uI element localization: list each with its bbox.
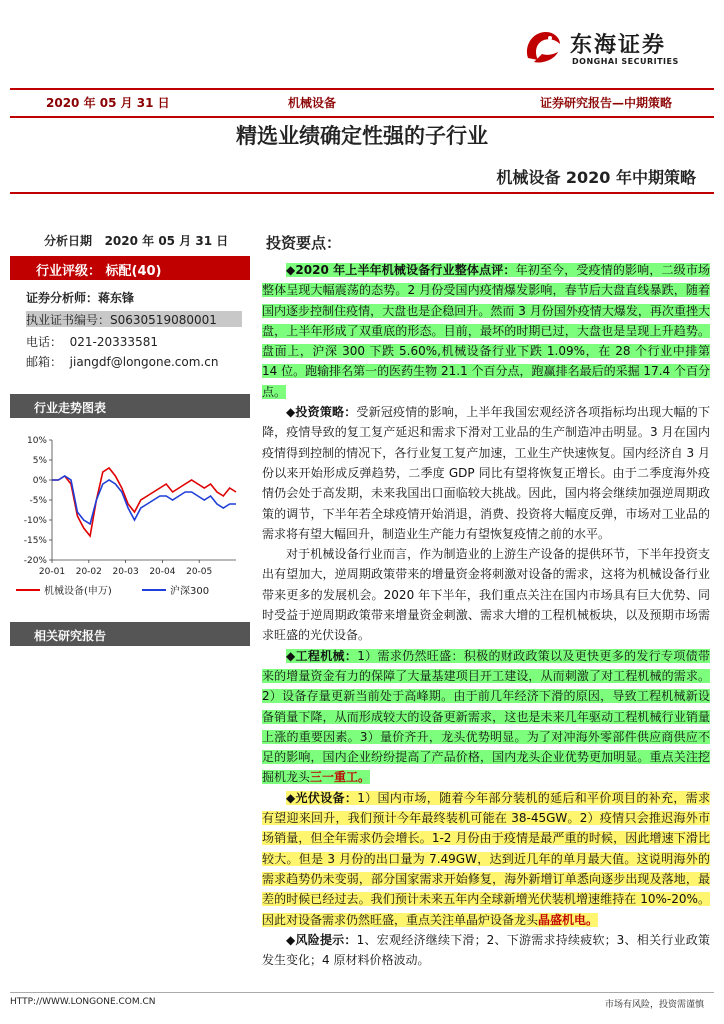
cert-label: 执业证书编号： (26, 313, 111, 327)
y-tick-label: 0% (32, 476, 47, 486)
title-divider (10, 192, 714, 194)
report-date: 2020 年 05 月 31 日 (46, 96, 170, 110)
strategy-text: 受新冠疫情的影响，上半年我国宏观经济各项指标均出现大幅的下降，疫情导致的复工复产延迟和需求下滑对工业品的生产制造冲击明显。3 月在国内疫情得到控制的情况下，各行业复工复产加速，工业生产快速恢复。国内经济自 3 月份以来开始形成反弹趋势，二季度 GDP 同比有望将恢复正增长。由于二季度海外疫情仍会处于高发期，未来我国出口面临较大挑战。因此，国内将会继续加强逆周期政策的调节，下半年若全球疫情开始消退，消费、投资将大幅度反弹，市场对工业品的需求将有望大幅回升，制造业生产能力有望恢复疫情之前的水平。 (262, 405, 710, 541)
y-tick-label: -15% (23, 536, 47, 546)
logo-english-text: DONGHAI SECURITIES (572, 57, 679, 66)
trend-chart-header (10, 394, 250, 418)
legend-label: 机械设备(申万) (44, 586, 112, 597)
risk-label: ◆风险提示： (286, 932, 357, 947)
industry-rating (10, 256, 250, 280)
summary-label: ◆2020 年上半年机械设备行业整体点评： (286, 263, 516, 277)
risk-paragraph (262, 930, 710, 971)
series-line (52, 468, 236, 536)
x-tick-label: 20-01 (38, 567, 66, 577)
strategy-paragraph (262, 402, 710, 544)
pv-text: 1）国内市场，随着今年部分装机的延后和平价项目的补充，需求有望迎来回升，我们预计今年最终装机可能在 38-45GW。2）疫情只会推迟海外市场销量，但全年需求仍会增长。1-2 月份由于疫情是最严重的时候，因此增速下滑比较大。但是 3 月份的出口量为 7.49GW，达到近几年的单月最大值。这说明海外的需求趋势仍未变弱，部分国家需求开始修复，海外新增订单悉向逐步出现及落地，最差的时候已经过去。我们预计未来五年内全球新增光伏装机增速维持在 10%-20%。因此对设备需求仍然旺盛，重点关注单晶炉设备龙头 (262, 790, 711, 927)
industry-name: 机械设备 (288, 96, 337, 110)
related-reports-title: 相关研究报告 (34, 629, 107, 643)
footer-disclaimer: 市场有风险，投资需谨慎 (604, 1000, 704, 1010)
analyst-label: 证券分析师： (26, 291, 99, 305)
email (26, 353, 218, 370)
pv-label: ◆光伏设备： (286, 790, 358, 805)
construction-paragraph (262, 646, 710, 788)
dragon-logo-icon (520, 24, 564, 68)
related-reports-header (10, 622, 250, 646)
strategy-label: ◆投资策略： (286, 405, 357, 420)
telephone (26, 333, 158, 350)
construction-text: 1）需求仍然旺盛：积极的财政政策以及更快更多的发行专项债带来的增量资金有力的保障了大量基建项目开工建设，从而刺激了对工程机械的需求。2）设备存量更新当前处于高峰期。由于前几年经济下滑的原因，导致工程机械新设备销量下降，从而形成较大的设备更新需求，这也是未来几年驱动工程机械行业销量上涨的重要因素。3）量价齐升，龙头优势明显。为了对冲海外零部件供应商供应不足的影响，国内企业纷纷提高了产品价格，国内龙头企业优势更加明显。重点关注挖掘机龙头 (262, 648, 711, 785)
y-tick-label: -5% (29, 496, 47, 506)
tel-value: 021-20333581 (69, 335, 158, 349)
y-tick-label: -20% (23, 556, 47, 566)
report-title: 精选业绩确定性强的子行业 (236, 124, 488, 148)
mail-label: 邮箱： (26, 355, 63, 369)
construction-pick: 三一重工。 (310, 770, 371, 785)
legend-label: 沪深300 (170, 586, 210, 597)
footer-divider (10, 992, 714, 993)
x-tick-label: 20-04 (149, 567, 176, 577)
mail-value[interactable]: jiangdf@longone.com.cn (69, 355, 219, 369)
header-band (10, 88, 714, 118)
y-tick-label: 5% (32, 456, 47, 466)
logo-chinese-text: 东海证券 (570, 33, 667, 58)
certificate (26, 311, 242, 327)
y-tick-label: 10% (26, 436, 47, 446)
trend-chart-title: 行业走势图表 (34, 401, 107, 415)
industry-rating-text: 行业评级： 标配(40) (36, 264, 162, 279)
risk-text: 1、宏观经济继续下滑；2、下游需求持续疲软；3、相关行业政策发生变化；4 原材料价格波动。 (262, 932, 710, 968)
cert-value: S0630519080001 (110, 313, 217, 327)
x-tick-label: 20-02 (75, 567, 102, 577)
key-points-body (262, 260, 710, 970)
summary-paragraph (262, 260, 710, 402)
report-type: 证券研究报告—中期策略 (540, 96, 673, 110)
analyst (26, 289, 134, 306)
machinery-text: 对于机械设备行业而言，作为制造业的上游生产设备的提供环节，下半年投资支出有望加大，逆周期政策带来的增量资金将刺激对设备的需求，这将为机械设备行业带来更多的发展机会。2020 年下半年，我们重点关注在国内市场具有巨大优势、同时受益于逆周期政策带来增量资金刺激、需求大增的工程机械板块，以及预期市场需求旺盛的光伏设备。 (262, 547, 710, 643)
analysis-date (44, 232, 228, 249)
series-line (52, 476, 236, 524)
pv-pick: 晶盛机电。 (538, 912, 599, 927)
machinery-paragraph (262, 544, 710, 645)
y-tick-label: -10% (23, 516, 47, 526)
tel-label: 电话： (26, 335, 63, 349)
company-logo (520, 24, 710, 74)
x-tick-label: 20-03 (112, 567, 139, 577)
analysis-date-label: 分析日期 (44, 234, 93, 248)
footer-url[interactable]: HTTP://WWW.LONGONE.COM.CN (10, 997, 156, 1007)
summary-text: 年初至今，受疫情的影响，二级市场整体呈现大幅震荡的态势。2 月份受国内疫情爆发影响，春节后大盘直线暴跌，随着国内逐步控制住疫情，大盘也是企稳回升。然而 3 月份国外疫情大爆发，再次重挫大盘，上半年形成了双重底的形态。目前，最坏的时期已过，大盘也是呈现上升趋势。盘面上，沪深 300 下跌 5.60%,机械设备行业下跌 1.09%，在 28 个行业中排第 14 位。跑输排名第一的医药生物 21.1 个百分点，跑赢排名最后的采掘 17.4 个百分点。 (262, 263, 710, 399)
key-points-heading: 投资要点： (266, 234, 342, 252)
analyst-name: 蒋东锋 (98, 291, 135, 305)
pv-paragraph (262, 788, 710, 930)
industry-trend-chart (10, 428, 250, 618)
report-subtitle: 机械设备 2020 年中期策略 (496, 168, 696, 187)
construction-label: ◆工程机械： (286, 648, 358, 663)
x-tick-label: 20-05 (186, 567, 213, 577)
analysis-date-value: 2020 年 05 月 31 日 (104, 234, 229, 248)
